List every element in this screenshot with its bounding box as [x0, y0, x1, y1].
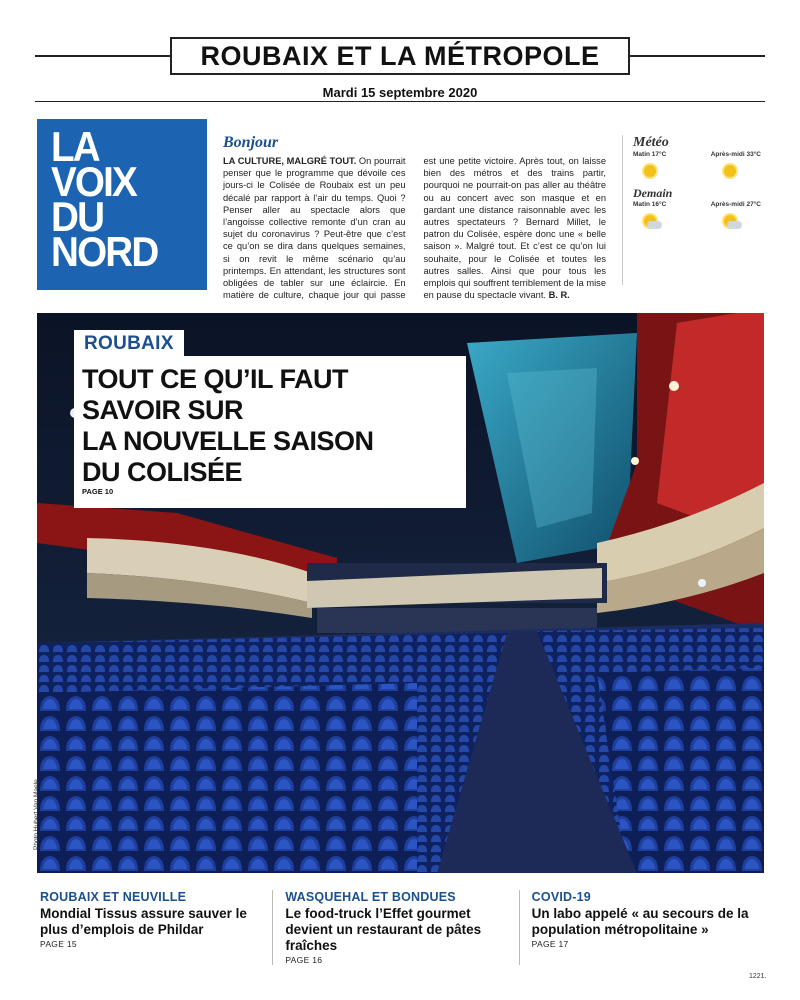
hero-headline-box[interactable] — [74, 356, 466, 508]
teaser-page: PAGE 17 — [531, 939, 569, 949]
sun-icon — [719, 160, 741, 182]
teaser-strip — [40, 890, 765, 965]
weather-box — [622, 135, 767, 285]
editorial-text: On pourrait penser que le programme que dévoile ces jours-ci le Colisée de Roubaix est un peu décalé par rapport à l’air du temps. Quoi ? Penser aller au spectacle alors que l’angoisse collective remonte d’un cran au sujet du coronavirus ? Peut-être que c’est ce qu’on se dira dans quelques semaines, si on revit le même scénario qu’au printemps. En attendant, les structures sont obligées de tabler sur une éclaircie. En matière de culture, chaque jour qui passe est une petite victoire. Après tout, on laisse bien des métros et des trains partir, pourquoi ne pourrait-on pas aller au théâtre ou au concert avec son masque et en gardant une distance raisonnable avec les autres spectateurs ? Bernard Millet, le patron du Colisée, espère donc une « belle saison ». Malgré tout. Et c’est ce qu’on lui souhaite, pour le Colisée et toutes les autres salles. Ainsi que pour tous les emplois qui souffrent terriblement de la mise en pause du spectacle vivant. — [223, 156, 606, 301]
weather-tomorrow-morning: Matin 16°C — [633, 201, 667, 208]
weather-today-row — [633, 151, 761, 158]
weather-tomorrow-afternoon: Après-midi 27°C — [710, 201, 761, 208]
headline-line: TOUT CE QU’IL FAUT — [82, 364, 349, 394]
editorial-body — [223, 155, 606, 301]
editorial-heading: Bonjour — [223, 134, 279, 151]
hero-headline — [82, 364, 458, 488]
weather-today-morning: Matin 17°C — [633, 151, 667, 158]
teaser-title: Mondial Tissus assure sauver le plus d’emplois de Phildar — [40, 906, 247, 937]
teaser-page: PAGE 15 — [40, 939, 77, 949]
section-title: ROUBAIX ET LA MÉTROPOLE — [200, 40, 600, 71]
editorial-lead: LA CULTURE, MALGRÉ TOUT. — [223, 156, 357, 166]
hero-kicker: ROUBAIX — [74, 330, 184, 356]
weather-tomorrow-title: Demain — [633, 186, 673, 200]
teaser-item[interactable] — [519, 890, 765, 965]
weather-today-icons — [633, 160, 751, 186]
teaser-title: Le food-truck l’Effet gourmet devient un restaurant de pâtes fraîches — [285, 906, 482, 953]
logo-line: VOIX — [51, 158, 136, 205]
partly-cloudy-icon — [639, 210, 661, 232]
weather-tomorrow-row — [633, 201, 761, 208]
weather-today-afternoon: Après-midi 33°C — [710, 151, 761, 158]
date-rule — [35, 101, 765, 102]
page-number: 1221. — [749, 973, 767, 980]
sun-icon — [639, 160, 661, 182]
headline-line: SAVOIR SUR — [82, 395, 244, 425]
partly-cloudy-icon — [719, 210, 741, 232]
logo-line: DU — [51, 193, 104, 240]
teaser-page: PAGE 16 — [285, 955, 323, 965]
issue-date: Mardi 15 septembre 2020 — [322, 85, 478, 100]
logo-text — [51, 123, 158, 275]
teaser-kicker: COVID-19 — [531, 890, 591, 904]
teaser-kicker: WASQUEHAL ET BONDUES — [285, 890, 456, 904]
teaser-item[interactable] — [40, 890, 272, 965]
teaser-title: Un labo appelé « au secours de la population métropolitaine » — [531, 906, 749, 937]
hero-page-ref: PAGE 10 — [82, 487, 114, 496]
teaser-item[interactable] — [272, 890, 518, 965]
logo-line: NORD — [51, 228, 158, 275]
headline-line: LA NOUVELLE SAISON — [82, 426, 374, 456]
logo-line: LA — [51, 123, 99, 170]
photo-credit: Photo Hubert Van Maele — [33, 779, 40, 850]
weather-title: Météo — [633, 135, 669, 150]
section-banner — [170, 37, 630, 75]
headline-line: DU COLISÉE — [82, 457, 243, 487]
editorial-signature: B. R. — [548, 290, 570, 301]
newspaper-logo — [37, 119, 207, 290]
teaser-kicker: ROUBAIX ET NEUVILLE — [40, 890, 187, 904]
weather-tomorrow-icons — [633, 210, 751, 236]
